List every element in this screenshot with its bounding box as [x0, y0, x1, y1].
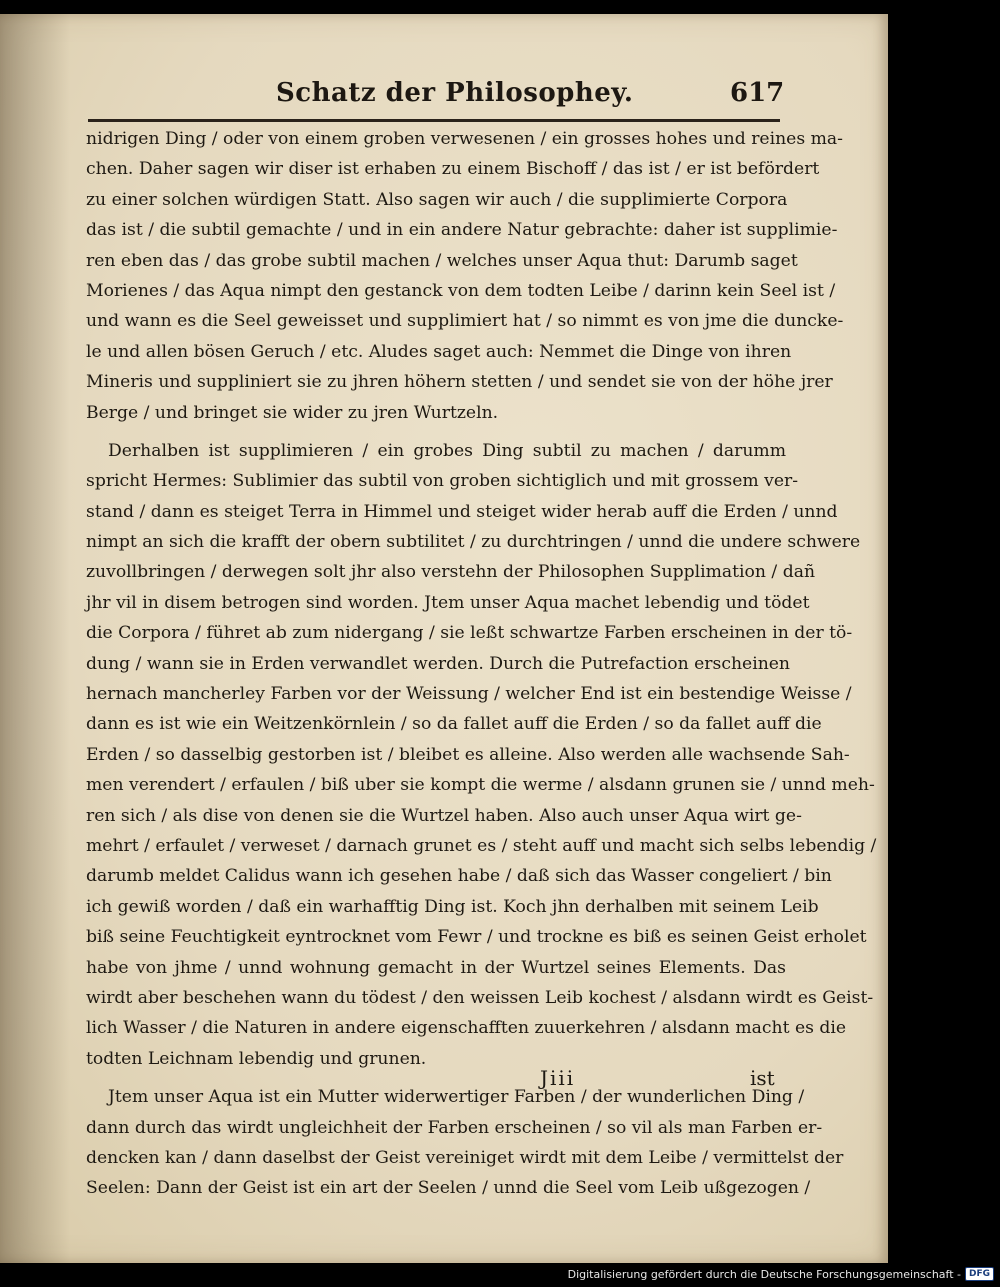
- body-text: [86, 124, 877, 1204]
- paragraph-gap: [86, 1074, 786, 1082]
- text-line: zuvollbringen / derwegen solt jhr also verstehn der Philosophen Supplimation / dañ: [86, 562, 816, 583]
- text-line: das ist / die subtil gemachte / und in ein andere Natur gebrachte: daher ist supplimie-: [86, 220, 838, 241]
- text-line: Derhalben ist supplimieren / ein grobes Ding subtil zu machen / darumm: [108, 440, 786, 461]
- text-line: lich Wasser / die Naturen in andere eigenschafften zuuerkehren / alsdann macht es die: [86, 1018, 847, 1039]
- text-line: und wann es die Seel geweisset und supplimiert hat / so nimmt es von jme die duncke-: [86, 311, 844, 332]
- text-line: men verendert / erfaulen / biß uber sie kompt die werme / alsdann grunen sie / unnd meh-: [86, 775, 875, 796]
- text-line: nidrigen Ding / oder von einem groben verwesenen / ein grosses hohes und reines ma-: [86, 129, 843, 149]
- signature-mark: Jiii: [540, 1066, 576, 1090]
- text-line: Jtem unser Aqua ist ein Mutter widerwertiger Farben / der wunderlichen Ding /: [108, 1087, 805, 1108]
- text-line: ren eben das / das grobe subtil machen / welches unser Aqua thut: Darumb saget: [86, 250, 798, 271]
- running-head: Schatz der Philosophey.: [276, 78, 634, 108]
- header-rule: [88, 119, 780, 122]
- text-line: Morienes / das Aqua nimpt den gestanck von dem todten Leibe / darinn kein Seel ist /: [86, 280, 836, 301]
- text-line: biß seine Feuchtigkeit eyntrocknet vom Fewr / und trockne es biß es seinen Geist erholet: [86, 927, 867, 948]
- text-line: dung / wann sie in Erden verwandlet werden. Durch die Putrefaction erscheinen: [86, 653, 790, 674]
- text-line: Erden / so dasselbig gestorben ist / bleibet es alleine. Also werden alle wachsende Sah-: [86, 744, 850, 765]
- dfg-logo: DFG: [965, 1267, 994, 1281]
- text-line: Berge / und bringet sie wider zu jren Wurtzeln.: [86, 402, 499, 423]
- text-line: ich gewiß worden / daß ein warhafftig Ding ist. Koch jhn derhalben mit seinem Leib: [86, 896, 819, 917]
- text-line: mehrt / erfaulet / verweset / darnach grunet es / steht auff und macht sich selbs lebendig /: [86, 835, 877, 856]
- text-line: ren sich / als dise von denen sie die Wurtzel haben. Also auch unser Aqua wirt ge-: [86, 805, 802, 826]
- text-line: dencken kan / dann daselbst der Geist vereiniget wirdt mit dem Leibe / vermittelst der: [86, 1147, 844, 1168]
- text-line: chen. Daher sagen wir diser ist erhaben zu einem Bischoff / das ist / er ist befördert: [86, 159, 820, 180]
- text-line: nimpt an sich die krafft der obern subtilitet / zu durchtringen / unnd die undere schwere: [86, 532, 861, 553]
- page-number: 617: [730, 78, 785, 108]
- text-line: Seelen: Dann der Geist ist ein art der Seelen / unnd die Seel vom Leib ußgezogen /: [86, 1178, 811, 1199]
- text-line: jhr vil in disem betrogen sind worden. Jtem unser Aqua machet lebendig und tödet: [86, 592, 810, 613]
- text-line: spricht Hermes: Sublimier das subtil von groben sichtiglich und mit grossem ver-: [86, 471, 799, 492]
- digitization-footer: [568, 1267, 994, 1281]
- text-line: dann es ist wie ein Weitzenkörnlein / so da fallet auff die Erden / so da fallet auff die: [86, 714, 822, 735]
- text-line: dann durch das wirdt ungleichheit der Farben erscheinen / so vil als man Farben er-: [86, 1117, 823, 1138]
- text-line: todten Leichnam lebendig und grunen.: [86, 1048, 427, 1069]
- text-line: Mineris und suppliniert sie zu jhren höhern stetten / und sendet sie von der höhe jrer: [86, 372, 833, 393]
- text-line: zu einer solchen würdigen Statt. Also sagen wir auch / die supplimierte Corpora: [86, 189, 788, 210]
- text-line: le und allen bösen Geruch / etc. Aludes saget auch: Nemmet die Dinge von ihren: [86, 341, 792, 362]
- text-line: stand / dann es steiget Terra in Himmel und steiget wider herab auff die Erden / unnd: [86, 501, 838, 522]
- text-line: hernach mancherley Farben vor der Weissung / welcher End ist ein bestendige Weisse /: [86, 684, 852, 705]
- text-line: wirdt aber beschehen wann du tödest / den weissen Leib kochest / alsdann wirdt es Geist-: [86, 987, 874, 1008]
- text-line: habe von jhme / unnd wohnung gemacht in der Wurtzel seines Elements. Das: [86, 957, 786, 978]
- catchword: ist: [750, 1066, 775, 1090]
- text-line: darumb meldet Calidus wann ich gesehen habe / daß sich das Wasser congeliert / bin: [86, 866, 832, 887]
- footer-credit-text: Digitalisierung gefördert durch die Deutsche Forschungsgemeinschaft -: [567, 1267, 961, 1281]
- paragraph-gap: [86, 428, 786, 436]
- text-line: die Corpora / führet ab zum nidergang / sie leßt schwartze Farben erscheinen in der tö-: [86, 623, 853, 644]
